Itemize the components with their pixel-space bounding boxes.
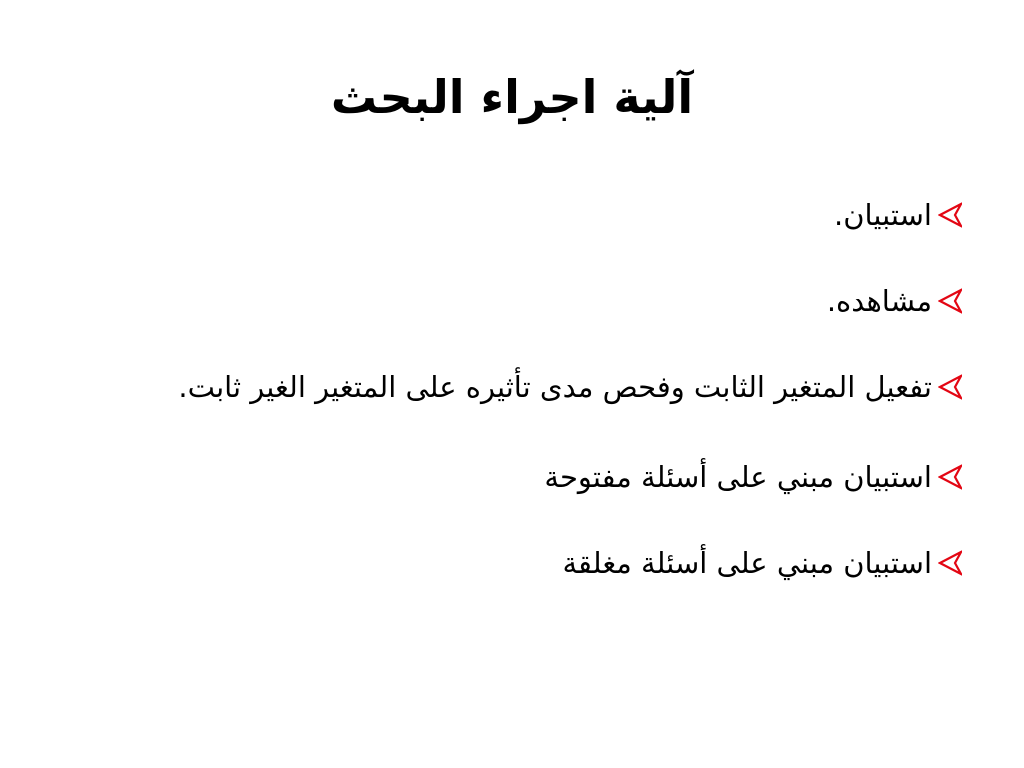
bullet-item	[82, 360, 962, 414]
red-arrowhead-icon	[938, 200, 962, 230]
bullet-item	[82, 450, 962, 504]
red-arrowhead-icon	[938, 286, 962, 316]
bullet-text: استبيان مبني على أسئلة مفتوحة	[544, 460, 932, 494]
bullet-list	[82, 188, 962, 622]
bullet-text: تفعيل المتغير الثابت وفحص مدى تأثيره على المتغير الغير ثابت.	[178, 370, 932, 404]
bullet-item	[82, 536, 962, 590]
red-arrowhead-icon	[938, 372, 962, 402]
red-arrowhead-icon	[938, 462, 962, 492]
bullet-text: استبيان.	[834, 198, 932, 232]
bullet-text: مشاهده.	[826, 284, 932, 318]
bullet-item	[82, 188, 962, 242]
bullet-item	[82, 274, 962, 328]
bullet-text: استبيان مبني على أسئلة مغلقة	[562, 546, 932, 580]
slide-title: آلية اجراء البحث	[330, 70, 694, 124]
red-arrowhead-icon	[938, 548, 962, 578]
